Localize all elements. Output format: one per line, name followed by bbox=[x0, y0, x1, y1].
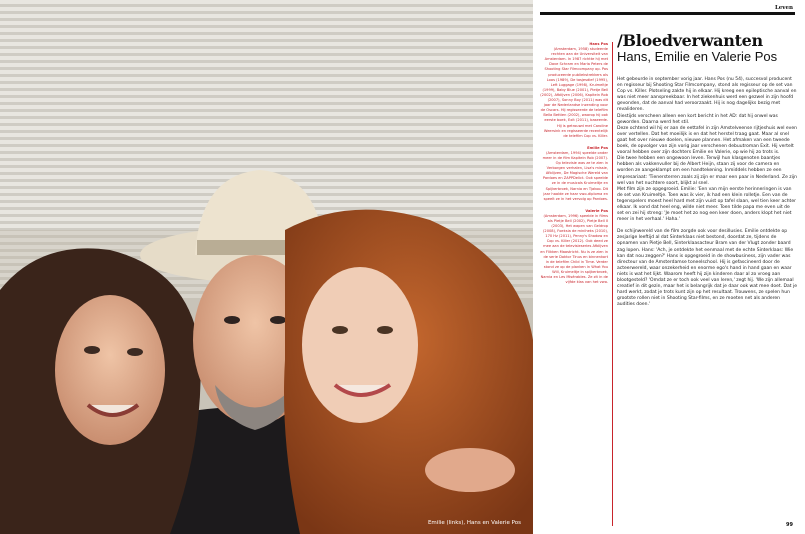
article-body bbox=[617, 77, 797, 308]
bio-hans bbox=[540, 42, 608, 139]
column-divider bbox=[612, 42, 613, 526]
photo-caption: Emilie (links), Hans en Valerie Pos bbox=[427, 520, 521, 526]
bio-emilie bbox=[540, 146, 608, 202]
bio-text: (Amsterdam, 1996) speelde in films als Pietje Bell (2002), Pietje Bell II (2003), Het wapen van Geldrop (2008), Foeksia de miniheks (2010), 170 Hz (2011), Penny's Shadow en Cop vs. Killer (2012). Ook deed ze mee aan de televisieseries Afblijven en Flikken Maastricht. Nu is ze zien in de serie Doktor Tinus en binnenkort in de telefilm Child in Time. Verder stond ze op de planken in What You Will, Kruimeltje in spijkerbroek, Narnia en Les Misérables. Ze zit in de vijfde klas van het vwo. bbox=[540, 213, 608, 285]
bio-sidebar bbox=[540, 42, 608, 292]
header-rule bbox=[540, 12, 795, 15]
page-number: 99 bbox=[786, 522, 793, 528]
article-subtitle: Hans, Emilie en Valerie Pos bbox=[617, 49, 778, 64]
bio-text: (Amsterdam, 1994) speelde onder meer in de film Kapitein Rob (2007). Op televisie was ze te zien in Verborgen verhalen, Lisa's missie, Afblijven, De Magische Wereld van Pardoes en ZAPPDelict. Ook speelde ze in de musicals Kruimeltje en Spijkerbroek, Narnia en Tjakoo. Dit jaar haalde ze haar vwo-diploma en speelt ze in het vervolg op Pardoes. bbox=[542, 150, 608, 201]
bio-name: Hans Pos bbox=[589, 42, 608, 46]
bio-text: (Amsterdam, 1958) studeerde rechten aan de Universiteit van Amsterdam. In 1987 richtte hij met Dave Schram en Maria Peters de Shooting Star Filmcompany op. Pos produceerde publiekstrekkers als Loos (1989), De tasjesdief (1995), Left Luggage (1998), Kruimeltje (1999), Baby Blue (2001), Pietje Bell (2002), Afblijven (2006), Kapitein Rob (2007), Sonny Boy (2011) was dit jaar de Nederlandse inzending voor de Oscars. Hij regisseerde de telefilm Bella Bettien (2002), waarop hij ook eerste boek, Exit (2011), baseerde. Hij is getrouwd met Caroline Weersink en regisseerde recentelijk de telefilm Cop vs. Killer. bbox=[540, 47, 608, 138]
body-paragraph: Die twee hebben een ongewoon leven. Terwijl hun klasgenoten baantjes hebben als vakkenvuller bij de Albert Heijn, staan zij voor de camera en worden ze aangeklampt om een handtekening. Inmiddels hebben ze een impresariaat: 'Tienersterren zoals zij zijn er maar een paar in Nederland. Ze zijn wel van het nuchtere soort, blijkt al snel. bbox=[617, 156, 797, 186]
article-main-column bbox=[617, 32, 797, 308]
body-paragraph: Deze ochtend wil hij er aan de eettafel in zijn Amstelveense rijtjeshuis wel even over vertellen. Dat het moeilijk is en dat het herstel traag gaat. Maar al snel gaat het over nieuwe doelen, nieuwe plannen. Het afmaken van een tweede boek, de opvolger van zijn vorig jaar verschenen debuutroman Exit. Hij vertelt vooral hebben over zijn dochters Emilie en Valerie, op wie hij zo trots is. bbox=[617, 125, 797, 156]
article-page bbox=[540, 0, 805, 534]
article-title: /Bloedverwanten bbox=[617, 31, 763, 50]
bio-name: Valerie Pos bbox=[585, 208, 608, 213]
bio-name: Emilie Pos bbox=[587, 145, 608, 150]
section-label: Leven bbox=[774, 5, 793, 11]
body-paragraph: Met film zijn ze opgegroeid. Emilie: 'Een van mijn eerste herinneringen is van de set van Kruimeltje. Toen was ik vier, ik had een klein rolletje. Een van de tegenspelers moest heel hard met zijn vuist op tafel slaan, wel tien keer achter elkaar. Ik vond dat heel eng, wilde niet meer. Toen tilde papa me even uit de set en zei hij streng: 'Je moet het zo nog een keer doen, anders klopt het niet meer in het verhaal.' Haha.' bbox=[617, 186, 796, 223]
body-paragraph: Diestijds verscheen alleen een kort bericht in het AD: dat hij onwel was geworden. Daarna werd het stil. bbox=[617, 113, 778, 125]
body-paragraph: Het gebeurde in september vorig jaar. Hans Pos (nu 54), succesvol producent en regisseur bij Shooting Star Filmcompany, stond als regisseur op de set van Cop vs. Killer. Plotseling zakte hij in elkaar. Hij kreeg een epileptische aanval en was niet meer aanspreekbaar. In het ziekenhuis werd een gezwel in zijn hoofd gevonden, dat de aanval had veroorzaakt. Hij is nog dagelijks bezig met revalideren. bbox=[617, 77, 797, 113]
body-paragraph: De schijnwereld van de film zorgde ook voor desillusies. Emilie ontdekte op zesjarige leeftijd al dat Sinterklaas niet bestond, doordat ze, tijdens de opnamen van Pietje Bell, Sinterklaasacteur Bram van der Vlugt zonder baard zag lopen. Hans: 'Ach, je ontdekte het eenmaal met de echte Sinterklaas: Wie kan dat nou zeggen?' Hans is opgegroeid in de showbusiness, zijn vader was directeur van de Amsterdamse toneelschool. Hij is gefascineerd door de acteerwereld, waar onzekerheid en enorme ego's hand in hand gaan en waar niets is wat het lijkt. Waarom heeft hij zijn kinderen daar al zo vroeg aan blootgesteld? 'Omdat ze er toch ook veel van leren,' zegt hij. 'We zijn allemaal creatief in dit gezin, maar het is belangrijk dat je daar ook wat mee doet. Dat je hard werkt, zodat je trots kunt zijn op het resultaat. Trouwens, ze spelen hun grootste rollen niet in Shooting Star-films, en ze moeten net als anderen audities doen.' bbox=[617, 229, 797, 308]
bio-valerie bbox=[540, 209, 608, 285]
